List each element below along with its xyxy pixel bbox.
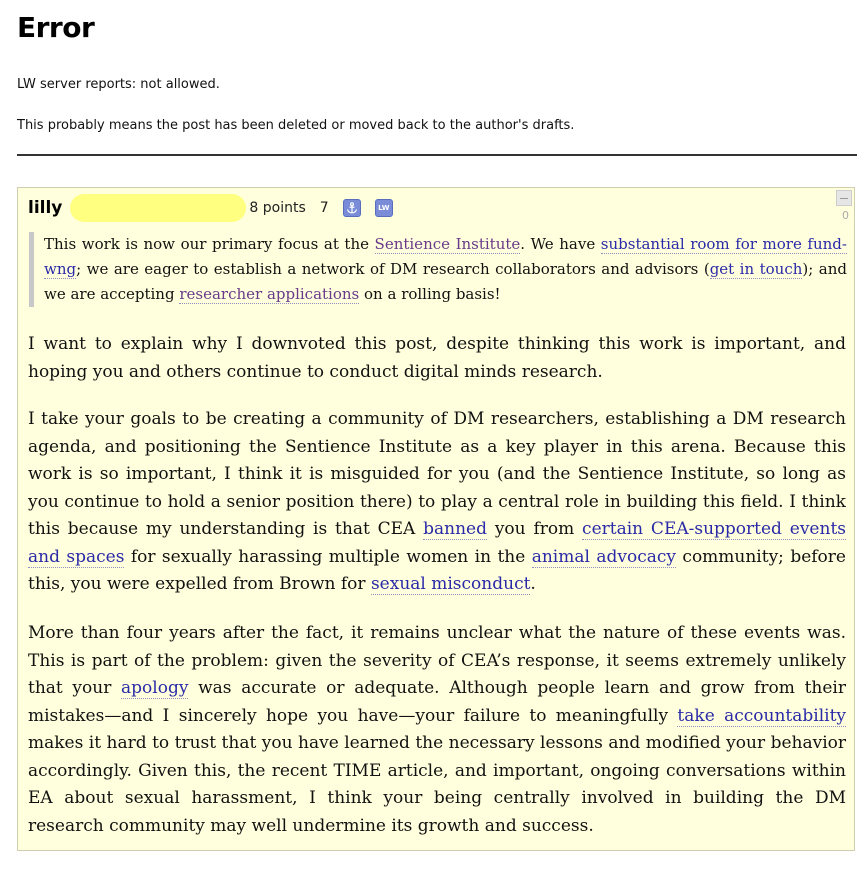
error-message: LW server reports: not allowed. [17, 77, 220, 92]
link-apology[interactable]: apology [121, 678, 189, 698]
paragraph-text: More than four years after the fact, it remains unclear what the nature of these events was. This is part of the problem: given the severity of CEA’s response, it seems extremely unlikely that your [28, 623, 846, 698]
author-highlight [70, 194, 246, 222]
quote-text: . We have [520, 235, 601, 253]
comment-paragraph-2 [28, 406, 846, 599]
link-take-accountability[interactable]: take accountability [677, 705, 847, 726]
anchor-icon [346, 202, 358, 214]
link-researcher-applications[interactable]: researcher applications [179, 285, 360, 303]
error-explanation: This probably means the post has been deleted or moved back to the author's drafts. [17, 118, 575, 133]
paragraph-text: makes it hard to trust that you have learned the necessary lessons and modified your behavior accordingly. Given this, the recent TIME article, and important, ongoing conversations within EA about sexual harassment, I think your being centrally involved in building the DM research community may well undermine its growth and success. [28, 733, 846, 836]
comment-author[interactable]: lilly [28, 198, 63, 218]
paragraph-text: I take your goals to be creating a community of DM researchers, establishing a DM research agenda, and positioning the Sentience Institute as a key player in this arena. Because this work is so important, I think it is misguided for you (and the Sentience Institute, so long as you continue to hold a senior position there) to play a central role in building this field. I think this because my understanding is that CEA [28, 409, 846, 539]
quote-text: This work is now our primary focus at the [44, 235, 375, 253]
link-sexual-misconduct[interactable]: sexual misconduct [370, 574, 531, 594]
link-room-for-funding[interactable]: substantial room for more fundwng [44, 235, 847, 278]
vote-count: 7 [319, 200, 329, 216]
link-get-in-touch[interactable]: get in touch [709, 260, 803, 278]
blockquote [29, 232, 847, 307]
comment-points: 8 points [249, 200, 306, 216]
page-title: Error [17, 11, 95, 44]
divider [17, 154, 857, 156]
child-count: 0 [842, 209, 849, 222]
paragraph-text: for sexually harassing multiple women in the [124, 546, 532, 567]
permalink-button[interactable] [343, 199, 361, 217]
quote-text: on a rolling basis! [359, 285, 501, 303]
comment-meta [28, 196, 407, 220]
paragraph-text: community; before this, you were expelled from Brown for [28, 546, 846, 594]
link-banned[interactable]: banned [423, 519, 487, 539]
link-animal-advocacy[interactable]: animal advocacy [531, 546, 676, 567]
quote-text: ; we are eager to establish a network of DM research collaborators and advisors ( [76, 260, 710, 278]
quote-text: ); and we are accepting [44, 260, 847, 303]
minimize-button[interactable] [836, 190, 852, 206]
paragraph-text: you from [487, 519, 583, 539]
comment [17, 187, 855, 851]
paragraph-text: . [530, 574, 536, 594]
comment-paragraph-1: I want to explain why I downvoted this post, despite thinking this work is important, and hoping you and others continue to conduct digital minds research. [28, 334, 846, 382]
paragraph-text: was accurate or adequate. Although people learn and grow from their mistakes—and I sincerely hope you have—your failure to meaningfully [28, 678, 846, 726]
comment-paragraph-3 [28, 620, 846, 840]
link-cea-events[interactable]: certain CEA-supported events and spaces [28, 519, 846, 567]
link-sentience-institute[interactable]: Sentience Institute [374, 235, 521, 253]
lw-link-button[interactable]: LW [375, 199, 393, 217]
